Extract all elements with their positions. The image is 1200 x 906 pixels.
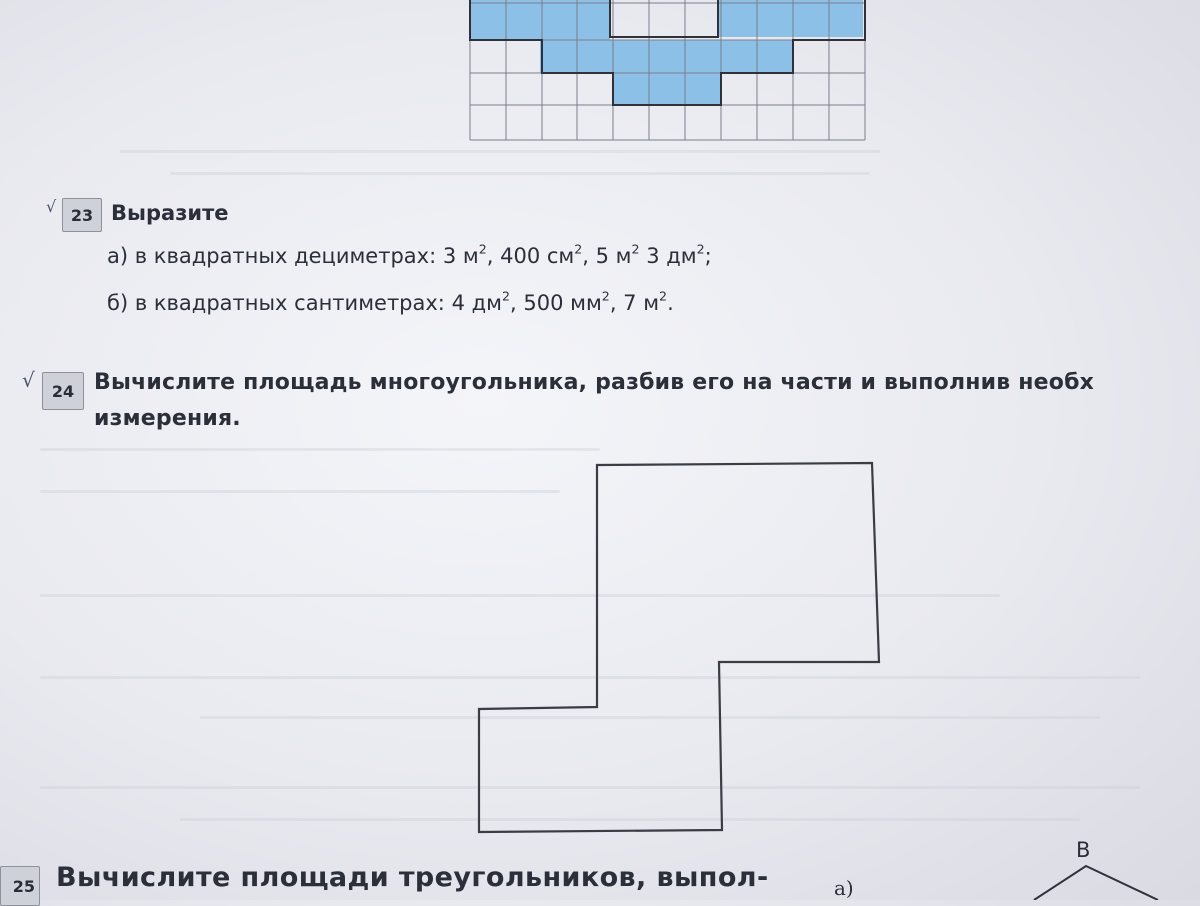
triangle-edges bbox=[1034, 866, 1158, 900]
line-b-prefix: б) в квадратных сантиметрах: bbox=[107, 291, 445, 315]
exponent: 2 bbox=[696, 241, 705, 257]
task-text-line2: измерения. bbox=[94, 406, 241, 431]
task-number-badge: 24 bbox=[42, 372, 84, 410]
value-m2: 3 м bbox=[442, 244, 479, 268]
value-m2: , 5 м bbox=[582, 244, 632, 268]
exponent: 2 bbox=[501, 288, 510, 304]
task-line-b bbox=[107, 288, 674, 315]
task-number-badge: 23 bbox=[62, 198, 102, 232]
check-mark: √ bbox=[22, 368, 35, 392]
vertex-label-b: В bbox=[1076, 838, 1091, 862]
exponent: 2 bbox=[631, 241, 640, 257]
value-dm2: 4 дм bbox=[451, 291, 502, 315]
polygon-outline bbox=[479, 463, 879, 832]
grid-figure bbox=[465, 0, 875, 145]
exponent: 2 bbox=[601, 288, 610, 304]
polygon-figure bbox=[470, 455, 890, 840]
value-cm2: , 400 см bbox=[486, 244, 575, 268]
value-dm2: 3 дм bbox=[639, 244, 697, 268]
task-number-badge: 25 bbox=[0, 866, 40, 906]
task-heading: Выразите bbox=[111, 201, 229, 225]
line-a-prefix: а) в квадратных дециметрах: bbox=[107, 244, 437, 268]
punctuation: ; bbox=[704, 244, 712, 268]
triangle-figure bbox=[1030, 860, 1190, 900]
grid-fill bbox=[470, 0, 863, 105]
value-mm2: , 500 мм bbox=[510, 291, 602, 315]
punctuation: . bbox=[667, 291, 674, 315]
exponent: 2 bbox=[478, 241, 487, 257]
task-text-line1: Вычислите площадь многоугольника, разбив его на части и выполнив необх bbox=[94, 370, 1095, 395]
task-text-line1: Вычислите площади треугольников, выпол- bbox=[56, 862, 769, 893]
value-m2: , 7 м bbox=[609, 291, 660, 315]
task-line-a bbox=[107, 241, 712, 268]
exponent: 2 bbox=[659, 288, 668, 304]
check-mark: √ bbox=[46, 197, 57, 216]
subtask-label-a: а) bbox=[834, 876, 854, 900]
exponent: 2 bbox=[574, 241, 583, 257]
